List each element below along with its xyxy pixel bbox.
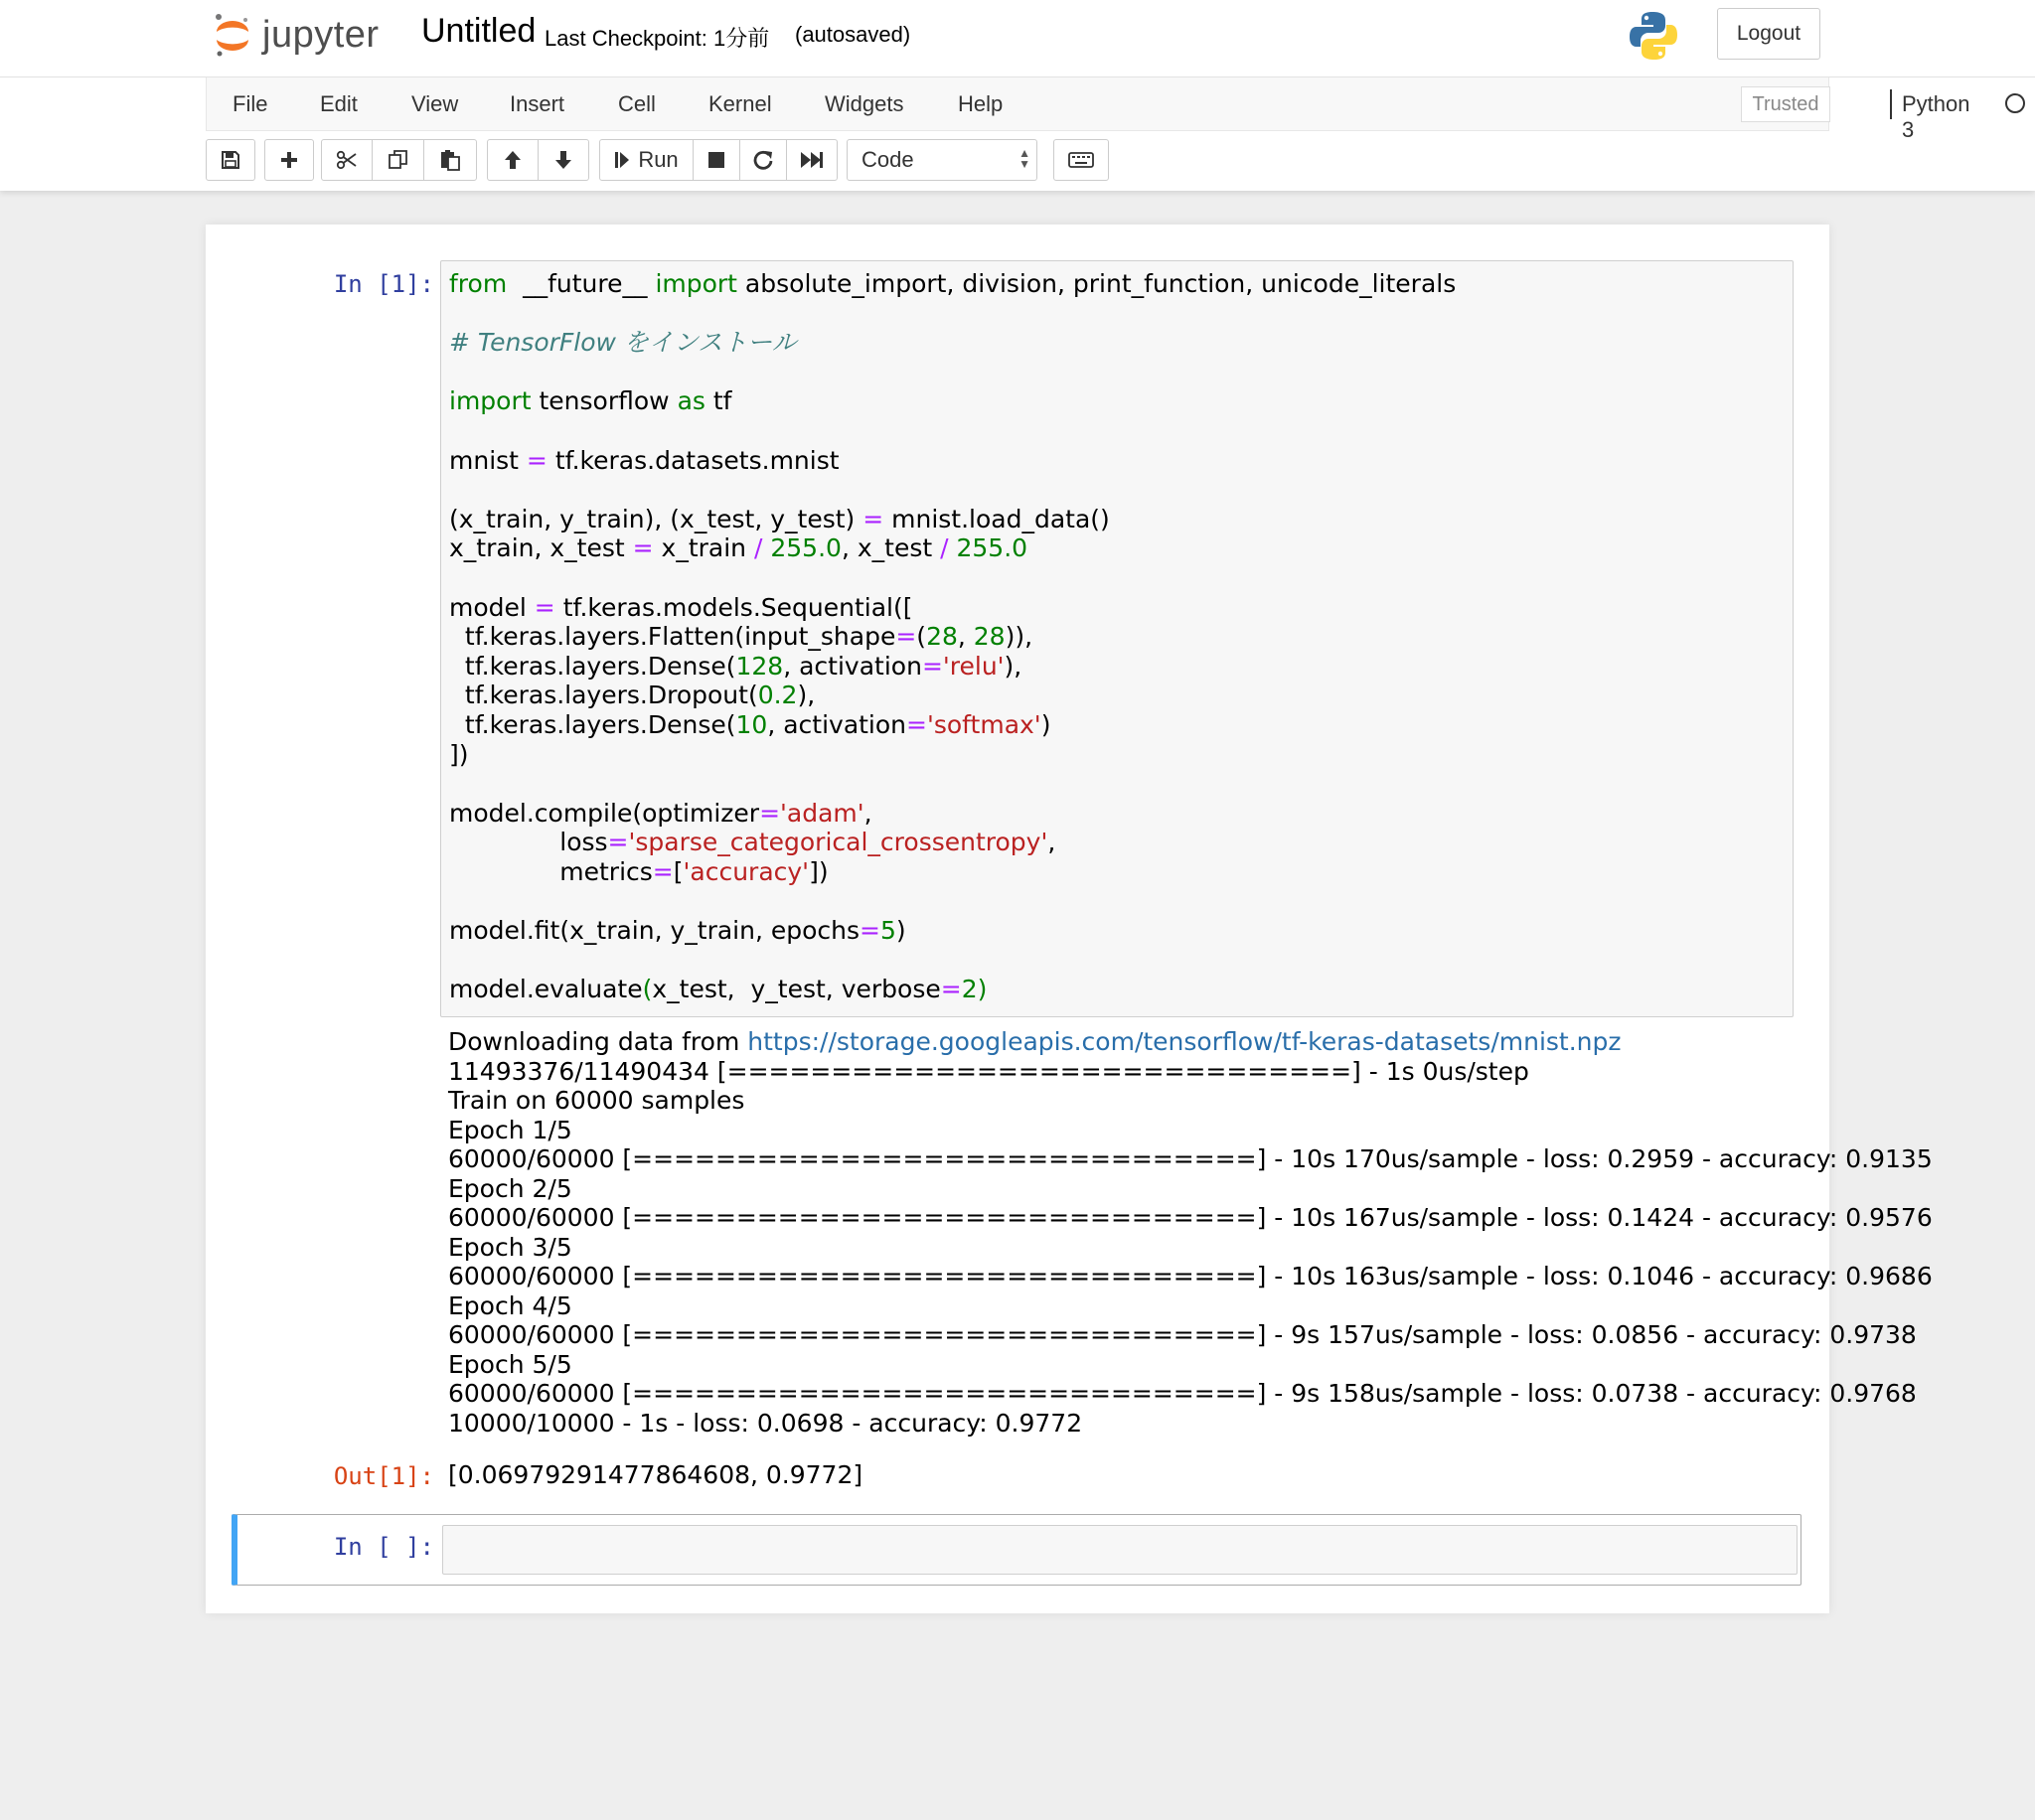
cut-icon — [336, 150, 358, 170]
cut-button[interactable] — [321, 139, 373, 181]
download-link[interactable]: https://storage.googleapis.com/tensorflow/tf-keras-datasets/mnist.npz — [747, 1027, 1622, 1056]
code-token: tf.keras.models.Sequential([ — [554, 592, 913, 622]
copy-icon — [388, 149, 409, 171]
code-token: from — [449, 269, 508, 298]
keyboard-icon — [1068, 152, 1094, 168]
code-token: tf — [704, 386, 732, 416]
code-token: ( — [916, 622, 927, 652]
code-line — [449, 328, 1456, 358]
code-token: 'sparse_categorical_crossentropy' — [628, 828, 1048, 857]
interrupt-button[interactable] — [693, 139, 740, 181]
stream-line: Epoch 1/5 — [448, 1115, 572, 1144]
code-line — [449, 475, 1456, 505]
code-token: ]) — [809, 856, 829, 886]
code-line — [449, 828, 1456, 857]
code-token: , x_test — [841, 533, 941, 563]
code-token: tf.keras.layers.Dense( — [449, 651, 736, 681]
empty-code-input[interactable] — [442, 1525, 1798, 1575]
logo-text: jupyter — [262, 14, 380, 56]
code-token: , — [957, 622, 974, 652]
code-token: tensorflow — [531, 386, 678, 416]
code-token: tf.keras.layers.Dense( — [449, 709, 736, 739]
code-token: = — [607, 828, 629, 857]
code-line — [449, 505, 1456, 534]
menu-widgets[interactable]: Widgets — [825, 91, 904, 116]
insert-cell-button[interactable] — [264, 139, 314, 181]
code-token: 255.0 — [948, 533, 1028, 563]
code-token: 'relu' — [942, 651, 1005, 681]
code-line — [449, 946, 1456, 976]
code-line — [449, 299, 1456, 329]
menu-edit[interactable]: Edit — [320, 91, 358, 116]
code-token: ), — [1004, 651, 1022, 681]
paste-icon — [439, 149, 461, 171]
code-token: 10 — [735, 709, 768, 739]
logout-button[interactable]: Logout — [1717, 8, 1820, 60]
plus-icon — [279, 150, 299, 170]
restart-icon — [752, 149, 774, 171]
code-token: x_test, y_test, verbose — [652, 975, 941, 1004]
restart-run-all-button[interactable] — [786, 139, 838, 181]
header-row — [0, 0, 2035, 77]
code-token: import — [655, 269, 737, 298]
code-token: model.fit(x_train, y_train, epochs — [449, 916, 861, 946]
code-token: mnist — [449, 445, 527, 475]
python-logo-icon — [1628, 10, 1679, 62]
code-token: absolute_import, division, print_function, unicode_literals — [736, 269, 1457, 298]
cell-type-value: Code — [861, 147, 914, 172]
stream-line: Train on 60000 samples — [448, 1086, 745, 1115]
code-line — [449, 269, 1456, 299]
code-token: import — [449, 386, 532, 416]
out-prompt: Out[1]: — [333, 1462, 434, 1490]
code-token: ) — [895, 916, 906, 946]
stream-line: Epoch 2/5 — [448, 1173, 572, 1203]
code-token: tf.keras.datasets.mnist — [547, 445, 840, 475]
code-line — [449, 799, 1456, 829]
code-line — [449, 446, 1456, 476]
code-cell-input[interactable] — [440, 260, 1794, 1017]
move-down-button[interactable] — [538, 139, 589, 181]
stream-line: 11493376/11490434 [==============================] - 1s 0us/step — [448, 1056, 1529, 1086]
stream-line: Epoch 4/5 — [448, 1290, 572, 1320]
jupyter-logo-icon — [213, 12, 252, 58]
code-token: 'softmax' — [926, 709, 1041, 739]
code-token: 255.0 — [762, 533, 842, 563]
code-token: ) — [1040, 709, 1051, 739]
code-line — [449, 681, 1456, 710]
code-token: , activation — [767, 709, 907, 739]
code-token: / — [940, 533, 949, 563]
code-token: / — [753, 533, 763, 563]
code-token: metrics — [449, 856, 653, 886]
code-token: ]) — [449, 739, 469, 769]
code-token: 0.2 — [757, 681, 798, 710]
code-token: tf.keras.layers.Dropout( — [449, 681, 758, 710]
code-token: = — [862, 504, 884, 533]
menu-cell[interactable]: Cell — [618, 91, 656, 116]
empty-in-prompt: In [ ]: — [333, 1533, 434, 1561]
fast-forward-icon — [800, 151, 824, 169]
code-token: as — [677, 386, 705, 416]
code-token: = — [526, 445, 548, 475]
menu-insert[interactable]: Insert — [510, 91, 565, 116]
code-line — [449, 652, 1456, 682]
code-line — [449, 416, 1456, 446]
code-line — [449, 563, 1456, 593]
code-token: = — [921, 651, 943, 681]
code-token: model.compile(optimizer — [449, 798, 760, 828]
kernel-separator — [1890, 89, 1892, 119]
select-arrows-icon: ▲ ▼ — [1018, 146, 1030, 171]
arrow-up-icon — [503, 149, 523, 171]
stream-line: 60000/60000 [==============================] - 10s 167us/sample - loss: 0.1424 - accuracy: 0.9576 — [448, 1203, 1933, 1232]
code-token: = — [860, 916, 880, 946]
code-token: [ — [673, 856, 684, 886]
code-line — [449, 593, 1456, 623]
stop-icon — [707, 151, 725, 169]
code-line — [449, 916, 1456, 946]
code-token: mnist.load_data() — [883, 504, 1110, 533]
code-token: # TensorFlow をインストール — [449, 328, 797, 358]
code-token: ), — [797, 681, 816, 710]
code-token: 28 — [973, 622, 1006, 652]
download-prefix: Downloading data from — [448, 1027, 748, 1056]
code-line — [449, 710, 1456, 740]
code-token: , — [863, 798, 872, 828]
code-token: , — [1047, 828, 1056, 857]
menu-help[interactable]: Help — [958, 91, 1004, 116]
code-token: x_train, x_test — [449, 533, 633, 563]
code-token: = — [940, 975, 962, 1004]
header — [0, 0, 2035, 191]
code-token: tf.keras.layers.Flatten(input_shape — [449, 622, 896, 652]
in-prompt: In [1]: — [333, 270, 434, 298]
arrow-down-icon — [553, 149, 573, 171]
code-token: model.evaluate — [449, 975, 643, 1004]
code-token: = — [534, 592, 555, 622]
save-button[interactable] — [206, 139, 255, 181]
paste-button[interactable] — [423, 139, 477, 181]
kernel-idle-icon — [2005, 93, 2025, 113]
copy-button[interactable] — [372, 139, 424, 181]
code-token: )), — [1005, 622, 1033, 652]
code-token: 128 — [735, 651, 784, 681]
stream-line: 60000/60000 [==============================] - 10s 163us/sample - loss: 0.1046 - accuracy: 0.9686 — [448, 1262, 1933, 1290]
code-token: = — [895, 622, 917, 652]
selected-code-cell[interactable] — [232, 1514, 1801, 1586]
code-line — [449, 975, 1456, 1004]
jupyter-logo[interactable] — [211, 10, 399, 62]
stream-line: Epoch 3/5 — [448, 1232, 572, 1262]
code-token: model — [449, 592, 535, 622]
code-token: 5 — [879, 916, 896, 946]
notebook-container — [206, 225, 1933, 1613]
code-token: = — [906, 709, 927, 739]
code-token: 2) — [961, 975, 988, 1004]
stream-lines — [448, 1057, 1933, 1439]
code-token: , activation — [783, 651, 922, 681]
command-palette-button[interactable] — [1053, 139, 1109, 181]
restart-button[interactable] — [739, 139, 787, 181]
run-label: Run — [638, 147, 679, 172]
save-icon — [221, 150, 240, 170]
stream-line: 60000/60000 [==============================] - 9s 157us/sample - loss: 0.0856 - accuracy: 0.9738 — [448, 1320, 1917, 1349]
execute-result: [0.06979291477864608, 0.9772] — [448, 1460, 863, 1489]
code-line — [449, 857, 1456, 887]
stream-line: Epoch 5/5 — [448, 1349, 572, 1379]
code-line — [449, 886, 1456, 916]
cell-type-select[interactable] — [847, 139, 1037, 181]
code-token: 'accuracy' — [683, 856, 810, 886]
code-token: loss — [449, 828, 608, 857]
trusted-badge[interactable]: Trusted — [1741, 86, 1830, 122]
toolbar — [0, 139, 2035, 185]
code-line — [449, 386, 1456, 416]
checkpoint-status: Last Checkpoint: 1分前 — [545, 26, 770, 51]
code-editor[interactable] — [449, 269, 1456, 1004]
code-line — [449, 740, 1456, 770]
code-token: = — [632, 533, 654, 563]
notebook-title[interactable]: Untitled — [421, 12, 537, 50]
stream-line: 10000/10000 - 1s - loss: 0.0698 - accuracy: 0.9772 — [448, 1408, 1083, 1438]
code-token: __future__ — [507, 269, 656, 298]
code-line — [449, 622, 1456, 652]
code-line — [449, 358, 1456, 387]
code-token: x_train — [653, 533, 754, 563]
move-up-button[interactable] — [487, 139, 539, 181]
menu-file[interactable]: File — [233, 91, 268, 116]
code-token: (x_train, y_train), (x_test, y_test) — [449, 504, 863, 533]
stream-output — [448, 1027, 1933, 1438]
code-token: = — [759, 798, 781, 828]
stream-line: 60000/60000 [==============================] - 9s 158us/sample - loss: 0.0738 - accuracy: 0.9768 — [448, 1379, 1917, 1408]
kernel-name[interactable]: Python 3 — [1902, 91, 1970, 142]
menubar — [206, 77, 1970, 142]
code-token: 28 — [926, 622, 958, 652]
menu-view[interactable]: View — [411, 91, 459, 116]
code-line — [449, 769, 1456, 799]
code-token: ( — [642, 975, 653, 1004]
autosave-status: (autosaved) — [795, 22, 911, 47]
stream-line: 60000/60000 [==============================] - 10s 170us/sample - loss: 0.2959 - accuracy: 0.9135 — [448, 1144, 1933, 1173]
code-token: = — [652, 856, 674, 886]
step-forward-icon — [614, 151, 630, 169]
code-token: 'adam' — [780, 798, 864, 828]
code-line — [449, 533, 1456, 563]
run-button[interactable] — [599, 139, 694, 181]
menu-kernel[interactable]: Kernel — [708, 91, 772, 116]
